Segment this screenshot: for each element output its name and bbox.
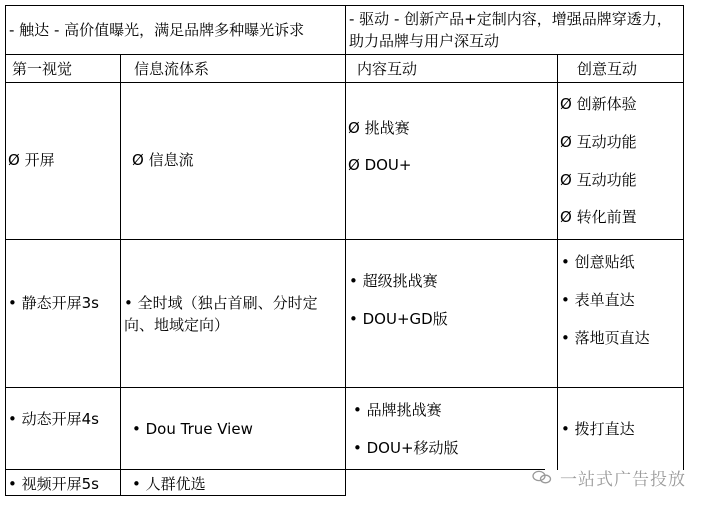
cell-item: • Dou True View [132, 420, 253, 438]
cell-item: • 动态开屏4s [8, 410, 99, 428]
cell-item: • DOU+移动版 [353, 439, 459, 457]
cell-item: • 人群优选 [132, 475, 206, 493]
cell-item: Ø 信息流 [132, 151, 194, 169]
cell-item: • 落地页直达 [561, 329, 650, 347]
cell-item: • 超级挑战赛 [349, 272, 438, 290]
table-rule [5, 387, 683, 388]
table-rule [5, 469, 545, 470]
cell-item: Ø 互动功能 [560, 171, 637, 189]
cell-item: Ø 创新体验 [560, 95, 637, 113]
table-border-bottom [5, 495, 345, 496]
cell-item: • 创意贴纸 [561, 253, 635, 271]
table-border-left [5, 5, 6, 496]
cell-item: • 品牌挑战赛 [353, 401, 442, 419]
table-border-right [683, 5, 684, 470]
cell-item: Ø DOU+ [348, 156, 412, 174]
table-border-top [5, 5, 683, 6]
wechat-logo-icon [532, 470, 552, 484]
table-rule [557, 54, 558, 470]
cell-item: • DOU+GD版 [349, 310, 448, 328]
cell-item: • 静态开屏3s [8, 294, 99, 312]
header-creative-interaction: 创意互动 [577, 60, 638, 78]
table-rule [5, 54, 683, 55]
cell-item: • 全时域（独占首刷、分时定向、地域定向） [124, 294, 318, 334]
header-first-visual: 第一视觉 [12, 60, 73, 78]
table-rule [5, 239, 683, 240]
watermark-text: 一站式广告投放 [560, 470, 686, 490]
table-rule [5, 82, 683, 83]
table-rule [345, 5, 346, 496]
banner-reach: - 触达 - 高价值曝光，满足品牌多种曝光诉求 [9, 21, 305, 39]
header-feed-system: 信息流体系 [134, 60, 210, 78]
cell-item: • 表单直达 [561, 291, 635, 309]
table-rule [120, 54, 121, 496]
cell-item: Ø 转化前置 [560, 208, 637, 226]
cell-item: Ø 互动功能 [560, 133, 637, 151]
header-content-interaction: 内容互动 [357, 60, 418, 78]
cell-item: Ø 开屏 [8, 151, 55, 169]
cell-item: • 拨打直达 [561, 420, 635, 438]
cell-item: Ø 挑战赛 [348, 119, 410, 137]
banner-drive: - 驱动 - 创新产品+定制内容，增强品牌穿透力， 助力品牌与用户深互动 [349, 10, 672, 50]
cell-item: • 视频开屏5s [8, 475, 99, 493]
